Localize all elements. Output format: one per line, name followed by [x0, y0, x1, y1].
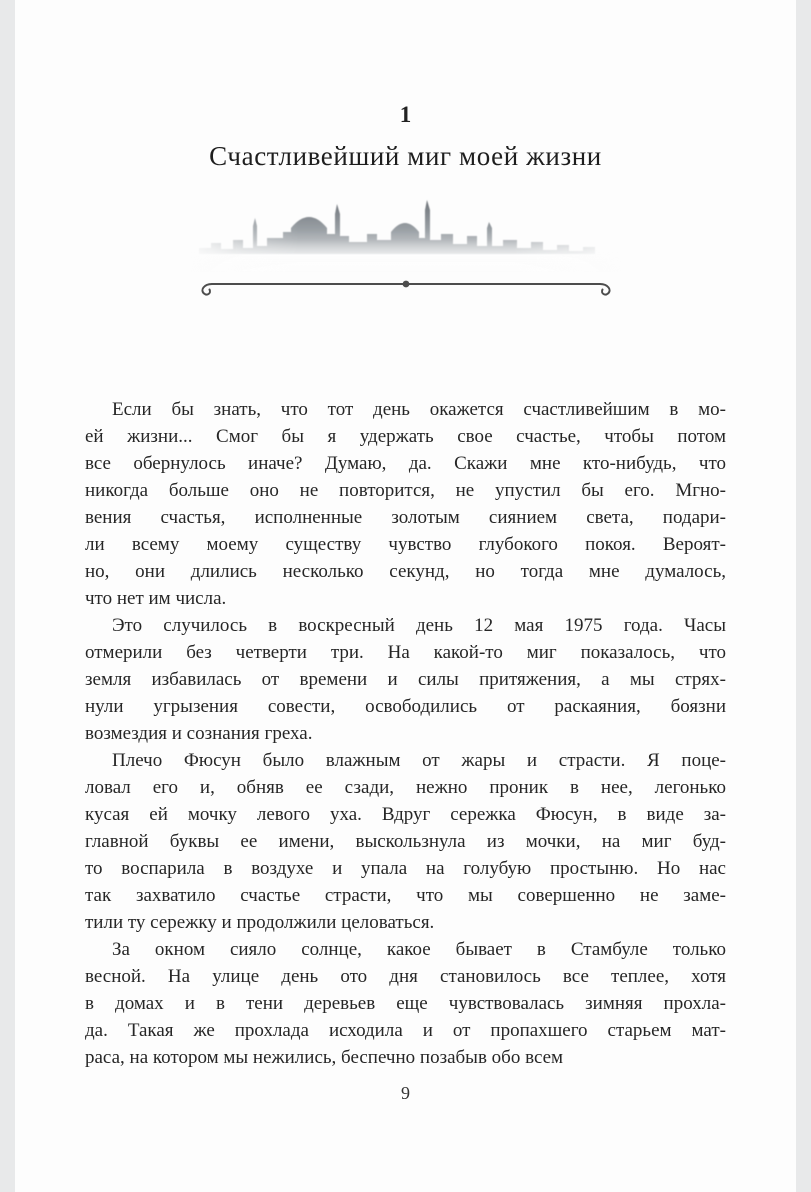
text-line: Это случилось в воскресный день 12 мая 1975 года. Часы	[112, 615, 726, 636]
text-line: кусая ей мочку левого уха. Вдруг сережка Фюсун, в виде за-	[85, 804, 726, 825]
text-line: тили ту сережку и продолжили целоваться.	[85, 912, 435, 933]
text-line: никогда больше оно не повторится, не упустил бы его. Мгно-	[85, 480, 726, 501]
text-line: Если бы знать, что тот день окажется счастливейшим в мо-	[112, 399, 726, 420]
text-line: весной. На улице день ото дня становилось все теплее, хотя	[85, 966, 726, 987]
text-line: ей жизни... Смог бы я удержать свое счастье, чтобы потом	[85, 426, 726, 447]
paragraph	[85, 396, 726, 612]
text-line: вения счастья, исполненные золотым сиянием света, подари-	[85, 507, 726, 528]
text-line: нули угрызения совести, освободились от раскаяния, боязни	[85, 696, 726, 717]
paragraph	[85, 612, 726, 747]
paragraph	[85, 936, 726, 1071]
text-line: да. Такая же прохлада исходила и от пропахшего старьем мат-	[85, 1020, 726, 1041]
text-line: что нет им числа.	[85, 588, 227, 609]
paragraph	[85, 747, 726, 936]
text-line: возмездия и сознания греха.	[85, 723, 313, 744]
text-line: земля избавилась от времени и силы притяжения, а мы стрях-	[85, 669, 726, 690]
divider-center-dot	[402, 281, 409, 288]
text-line: раса, на котором мы нежились, беспечно позабыв обо всем	[85, 1047, 564, 1068]
body-text	[85, 396, 726, 1071]
text-line: так захватило счастье страсти, что мы совершенно не заме-	[85, 885, 726, 906]
chapter-number: 1	[399, 102, 412, 127]
text-line: главной буквы ее имени, выскользнула из мочки, на миг буд-	[85, 831, 726, 852]
text-line: отмерили без четверти три. На какой-то миг показалось, что	[85, 642, 726, 663]
text-line: в домах и в тени деревьев еще чувствовалась зимняя прохла-	[85, 993, 726, 1014]
text-line: Плечо Фюсун было влажным от жары и страсти. Я поце-	[112, 750, 726, 771]
text-line: ловал его и, обняв ее сзади, нежно проник в нее, легонько	[85, 777, 726, 798]
text-line: За окном сияло солнце, какое бывает в Стамбуле только	[112, 939, 726, 960]
text-line: то воспарила в воздухе и упала на голубую простыню. Но нас	[85, 858, 726, 879]
chapter-title: Счастливейший миг моей жизни	[209, 141, 602, 171]
text-line: но, они длились несколько секунд, но тогда мне думалось,	[85, 561, 726, 582]
istanbul-skyline-illustration	[191, 188, 621, 272]
ornamental-divider	[196, 278, 616, 300]
book-page	[15, 0, 796, 1192]
page-number: 9	[401, 1083, 410, 1103]
text-line: все обернулось иначе? Думаю, да. Скажи мне кто-нибудь, что	[85, 453, 726, 474]
text-line: ли всему моему существу чувство глубокого покоя. Вероят-	[85, 534, 726, 555]
